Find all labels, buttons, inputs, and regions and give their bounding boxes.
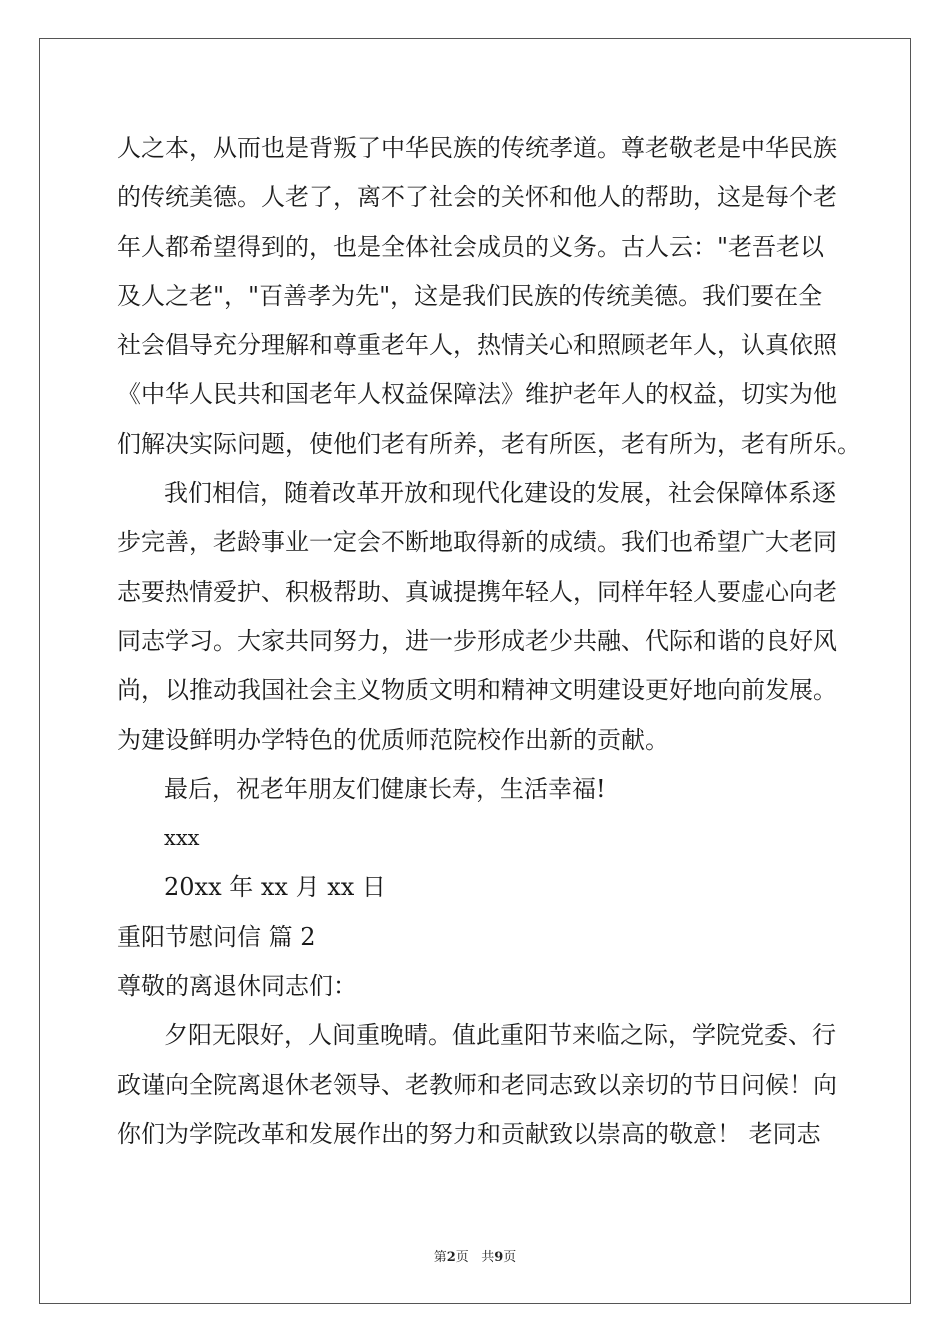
footer-total-prefix: 共	[481, 1250, 495, 1265]
closing-wish: 最后，祝老年朋友们健康长寿，生活幸福!	[164, 774, 606, 803]
section-title: 重阳节慰问信 篇 2	[117, 922, 316, 951]
text-line: 社会倡导充分理解和尊重老年人，热情关心和照顾老年人，认真依照	[117, 331, 837, 360]
page-footer	[0, 1246, 950, 1265]
text-line: 的传统美德。人老了，离不了社会的关怀和他人的帮助，这是每个老	[117, 183, 837, 212]
paragraph-start-line: 我们相信，随着改革开放和现代化建设的发展，社会保障体系逐	[164, 479, 836, 508]
footer-total-suffix: 页	[503, 1250, 517, 1265]
text-line: 志要热情爱护、积极帮助、真诚提携年轻人，同样年轻人要虚心向老	[117, 577, 837, 606]
text-line: 年人都希望得到的，也是全体社会成员的义务。古人云："老吾老以	[117, 232, 825, 261]
text-line: 们解决实际问题，使他们老有所养，老有所医，老有所为，老有所乐。	[117, 429, 861, 458]
text-line: 政谨向全院离退休老领导、老教师和老同志致以亲切的节日问候！向	[117, 1070, 837, 1099]
text-line: 为建设鲜明办学特色的优质师范院校作出新的贡献。	[117, 725, 669, 754]
text-line: 你们为学院改革和发展作出的努力和贡献致以崇高的敬意！ 老同志	[117, 1119, 821, 1148]
footer-page-suffix: 页	[455, 1250, 469, 1265]
total-page-count: 9	[494, 1250, 504, 1265]
text-line: 同志学习。大家共同努力，进一步形成老少共融、代际和谐的良好风	[117, 626, 837, 655]
current-page-number: 2	[446, 1250, 456, 1265]
date-line: 20xx 年 xx 月 xx 日	[164, 873, 386, 902]
text-line: 及人之老"，"百善孝为先"，这是我们民族的传统美德。我们要在全	[117, 281, 823, 310]
footer-prefix: 第	[433, 1250, 447, 1265]
text-line: 步完善，老龄事业一定会不断地取得新的成绩。我们也希望广大老同	[117, 528, 837, 557]
text-line: 人之本，从而也是背叛了中华民族的传统孝道。尊老敬老是中华民族	[117, 134, 837, 162]
document-body	[117, 124, 861, 1159]
salutation: 尊敬的离退休同志们：	[117, 972, 357, 1001]
text-line: 尚，以推动我国社会主义物质文明和精神文明建设更好地向前发展。	[117, 676, 837, 705]
text-line: 《中华人民共和国老年人权益保障法》维护老年人的权益，切实为他	[117, 380, 837, 409]
signature: xxx	[164, 826, 200, 851]
paragraph-start-line: 夕阳无限好，人间重晚晴。值此重阳节来临之际，学院党委、行	[164, 1021, 836, 1050]
